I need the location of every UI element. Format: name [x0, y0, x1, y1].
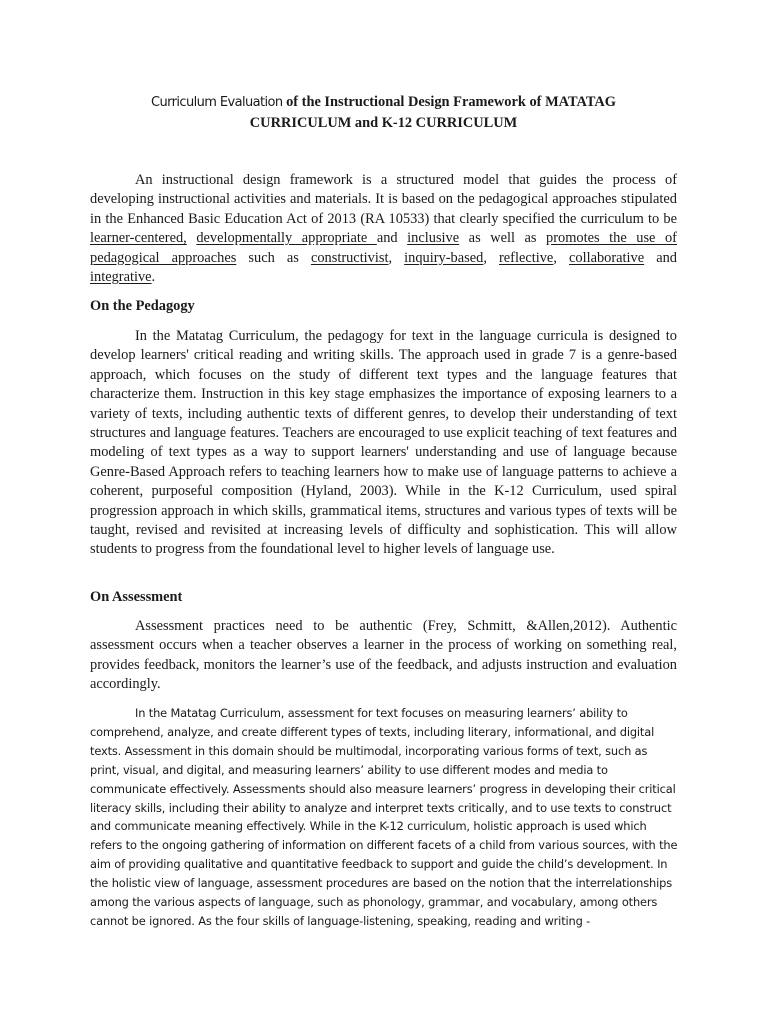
pedagogy-heading: On the Pedagogy	[90, 298, 195, 314]
assessment-heading: On Assessment	[90, 589, 183, 605]
intro-sep-2: and	[376, 230, 408, 247]
assessment-paragraph: Assessment practices need to be authentic (Frey, Schmitt, &Allen,2012). Authentic assessment occurs when a teacher observes a learner in the process of working on something real, provides feedback, monitors the learner’s use of the feedback, and adjusts instruction and evaluation accordingly.	[90, 618, 677, 693]
intro-sep-8: and	[644, 249, 677, 266]
link-inclusive: inclusive	[407, 230, 460, 247]
document-title	[90, 92, 677, 134]
link-learner-centered: learner-centered,	[90, 230, 187, 247]
link-inquiry-based: inquiry-based	[404, 249, 484, 266]
link-constructivist: constructivist	[310, 249, 389, 266]
title-line-2: CURRICULUM and K-12 CURRICULUM	[249, 115, 518, 131]
intro-sep-6: ,	[483, 249, 499, 266]
intro-sep-4: such as	[236, 249, 311, 266]
matatag-assessment-paragraph: In the Matatag Curriculum, assessment for text focuses on measuring learners’ ability to comprehend, analyze, and create different types of texts, including literary, informational, and digital texts. Assessment in this domain should be multimodal, incorporating various forms of text, such as print, visual, and digital, and measuring learners’ ability to use different modes and media to communicate effectively. Assessments should also measure learners’ progress in developing their critical literacy skills, including their ability to analyze and interpret texts critically, and to use texts to construct and communicate meaning effectively. While in the K-12 curriculum, holistic approach is used which refers to the ongoing gathering of information on different facets of a child from various sources, with the aim of providing qualitative and quantitative feedback to support and guide the child’s development. In the holistic view of language, assessment procedures are based on the notion that the interrelationships among the various aspects of language, such as phonology, grammar, and vocabulary, among others cannot be ignored. As the four skills of language-listening, speaking, reading and writing -	[90, 706, 678, 928]
intro-sep-9: .	[151, 269, 156, 286]
link-integrative: integrative	[90, 269, 152, 286]
intro-paragraph	[90, 171, 677, 287]
link-collaborative: collaborative	[569, 249, 645, 266]
intro-sep-1	[187, 230, 197, 246]
intro-sep-3: as well as	[459, 230, 547, 247]
intro-sep-5: ,	[388, 249, 405, 266]
title-lead: Curriculum Evaluation	[151, 95, 283, 110]
intro-text: An instructional design framework is a structured model that guides the process of developing instructional activities and materials. It is based on the pedagogical approaches stipulated in the Enhanced Basic Education Act of 2013 (RA 10533) that clearly specified the curriculum to be	[90, 172, 677, 227]
link-pedagogical-approaches: promotes the use of pedagogical approaches	[90, 230, 677, 266]
link-developmentally-appropriate: developmentally appropriate	[196, 230, 377, 247]
link-reflective: reflective	[499, 249, 554, 266]
pedagogy-paragraph: In the Matatag Curriculum, the pedagogy for text in the language curricula is designed to develop learners' critical reading and writing skills. The approach used in grade 7 is a genre-based approach, which focuses on the study of different text types and the language features that characterize them. Instruction in this key stage emphasizes the importance of exposing learners to a variety of texts, including authentic texts of different genres, to develop their understanding of text structures and language features. Teachers are encouraged to use explicit teaching of text features and modeling of text types as a way to support learners' understanding and use of language because Genre-Based Approach refers to teaching learners how to make use of language patterns to achieve a coherent, purposeful composition (Hyland, 2003). While in the K-12 Curriculum, used spiral progression approach in which skills, grammatical items, structures and various types of texts will be taught, revised and revisited at increasing levels of difficulty and sophistication. This will allow students to progress from the foundational level to higher levels of language use.	[90, 328, 677, 558]
intro-sep-7: ,	[553, 249, 570, 266]
title-line-1: of the Instructional Design Framework of MATATAG	[282, 94, 616, 110]
